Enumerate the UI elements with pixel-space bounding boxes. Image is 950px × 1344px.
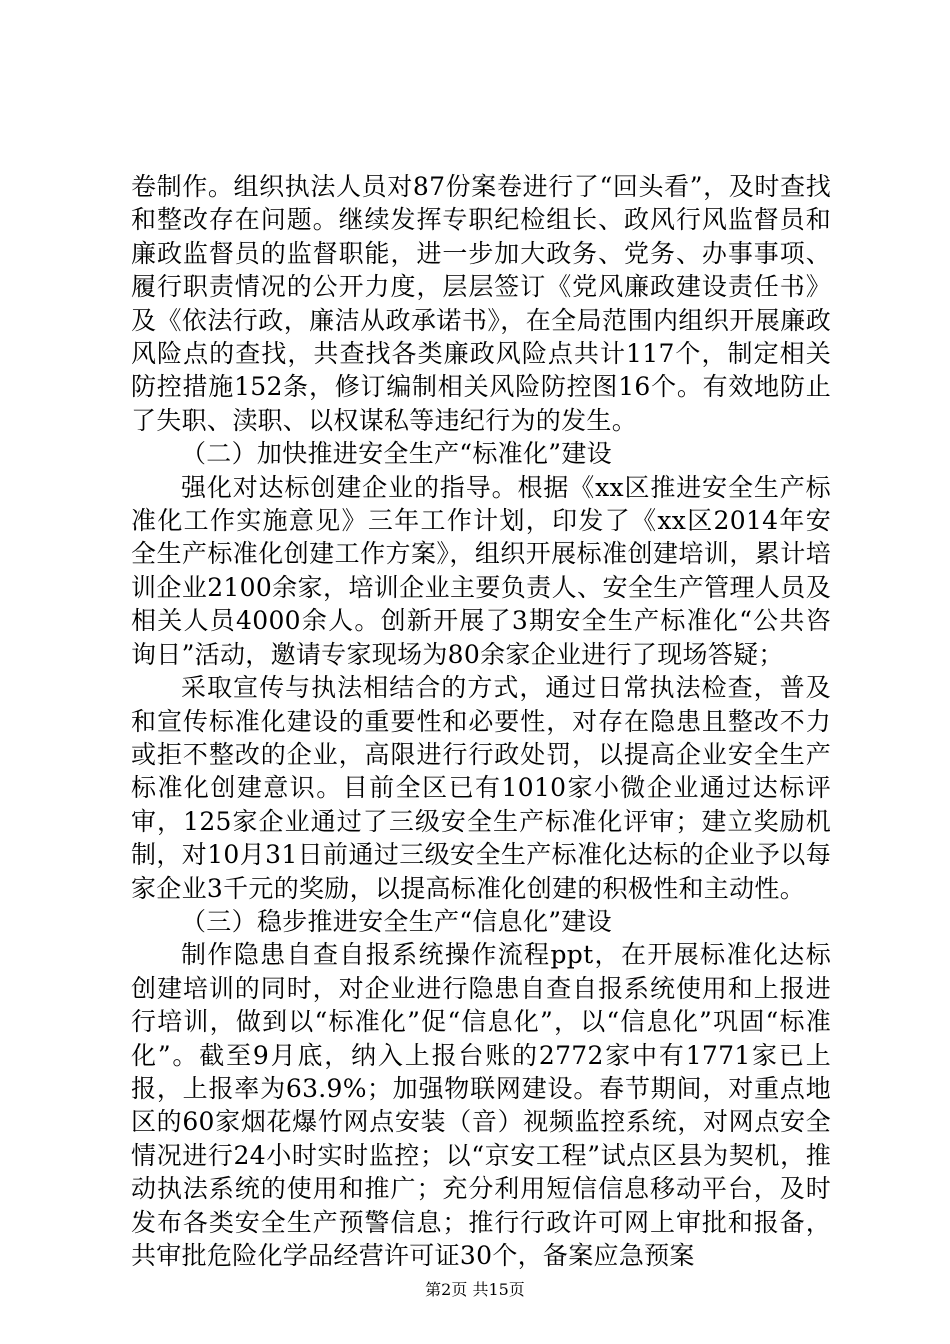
section-heading-3: （三）稳步推进安全生产“信息化”建设: [181, 906, 612, 936]
paragraph-publicity-enforcement: 采取宣传与执法相结合的方式，通过日常执法检查，普及和宣传标准化建设的重要性和必要性，对存在隐患且整改不力或拒不整改的企业，高限进行行政处罚，以提高企业安全生产标准化创建意识。目前全区已有1010家小微企业通过达标评审，125家企业通过了三级安全生产标准化评审；建立奖励机制，对10月31日前通过三级安全生产标准化达标的企业予以每家企业3千元的奖励，以提高标准化创建的积极性和主动性。: [131, 673, 831, 903]
paragraph-standardization-guidance: 强化对达标创建企业的指导。根据《xx区推进安全生产标准化工作实施意见》三年工作计划，印发了《xx区2014年安全生产标准化创建工作方案》，组织开展标准创建培训，累计培训企业2100余家，培训企业主要负责人、安全生产管理人员及相关人员4000余人。创新开展了3期安全生产标准化“公共咨询日”活动，邀请专家现场为80余家企业进行了现场答疑；: [131, 472, 831, 669]
section-heading-2: （二）加快推进安全生产“标准化”建设: [181, 439, 612, 469]
document-body: [131, 170, 831, 1272]
page-indicator: 第2页 共15页: [425, 1280, 525, 1299]
paragraph-continued: 卷制作。组织执法人员对87份案卷进行了“回头看”，及时查找和整改存在问题。继续发挥专职纪检组长、政风行风监督员和廉政监督员的监督职能，进一步加大政务、党务、办事事项、履行职责情况的公开力度，层层签订《党风廉政建设责任书》及《依法行政，廉洁从政承诺书》，在全局范围内组织开展廉政风险点的查找，共查找各类廉政风险点共计117个，制定相关防控措施152条，修订编制相关风险防控图16个。有效地防止了失职、渎职、以权谋私等违纪行为的发生。: [131, 172, 831, 435]
paragraph-informatization: 制作隐患自查自报系统操作流程ppt，在开展标准化达标创建培训的同时，对企业进行隐患自查自报系统使用和上报进行培训，做到以“标准化”促“信息化”，以“信息化”巩固“标准化”。截至9月底，纳入上报台账的2772家中有1771家已上报，上报率为63.9%；加强物联网建设。春节期间，对重点地区的60家烟花爆竹网点安装（音）视频监控系统，对网点安全情况进行24小时实时监控；以“京安工程”试点区县为契机，推动执法系统的使用和推广；充分利用短信信息移动平台，及时发布各类安全生产预警信息；推行行政许可网上审批和报备，共审批危险化学品经营许可证30个，备案应急预案: [131, 940, 831, 1270]
page-footer: [0, 1280, 950, 1300]
